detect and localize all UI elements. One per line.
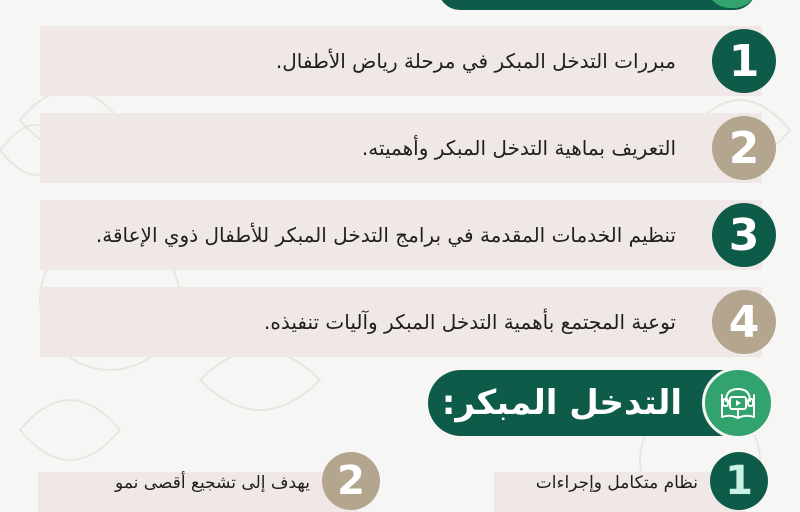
feature-text: نظام متكامل وإجراءات [535,473,698,493]
feature-number-badge: 1 [710,452,768,510]
list-item-4 [40,287,762,357]
list-item-2 [40,113,762,183]
section-title: التدخل المبكر: [441,383,682,423]
item-text: مبررات التدخل المبكر في مرحلة رياض الأطفال. [275,49,676,73]
item-text: توعية المجتمع بأهمية التدخل المبكر وآليات تنفيذه. [263,310,676,334]
section-header [428,370,772,436]
feature-card-2 [38,458,365,512]
list-item-1 [40,26,762,96]
item-number-badge: 4 [712,290,776,354]
feature-number-badge: 2 [322,452,380,510]
item-text: التعريف بماهية التدخل المبكر وأهميته. [361,136,676,160]
item-text: تنظيم الخدمات المقدمة في برامج التدخل المبكر للأطفال ذوي الإعاقة. [95,223,676,247]
feature-card-1 [494,458,753,512]
item-number-badge: 1 [712,29,776,93]
book-video-icon [702,367,774,439]
feature-text: يهدف إلى تشجيع أقصى نمو [115,473,310,493]
list-item-3 [40,200,762,270]
item-number-badge: 3 [712,203,776,267]
item-number-badge: 2 [712,116,776,180]
top-header-banner [438,0,756,10]
